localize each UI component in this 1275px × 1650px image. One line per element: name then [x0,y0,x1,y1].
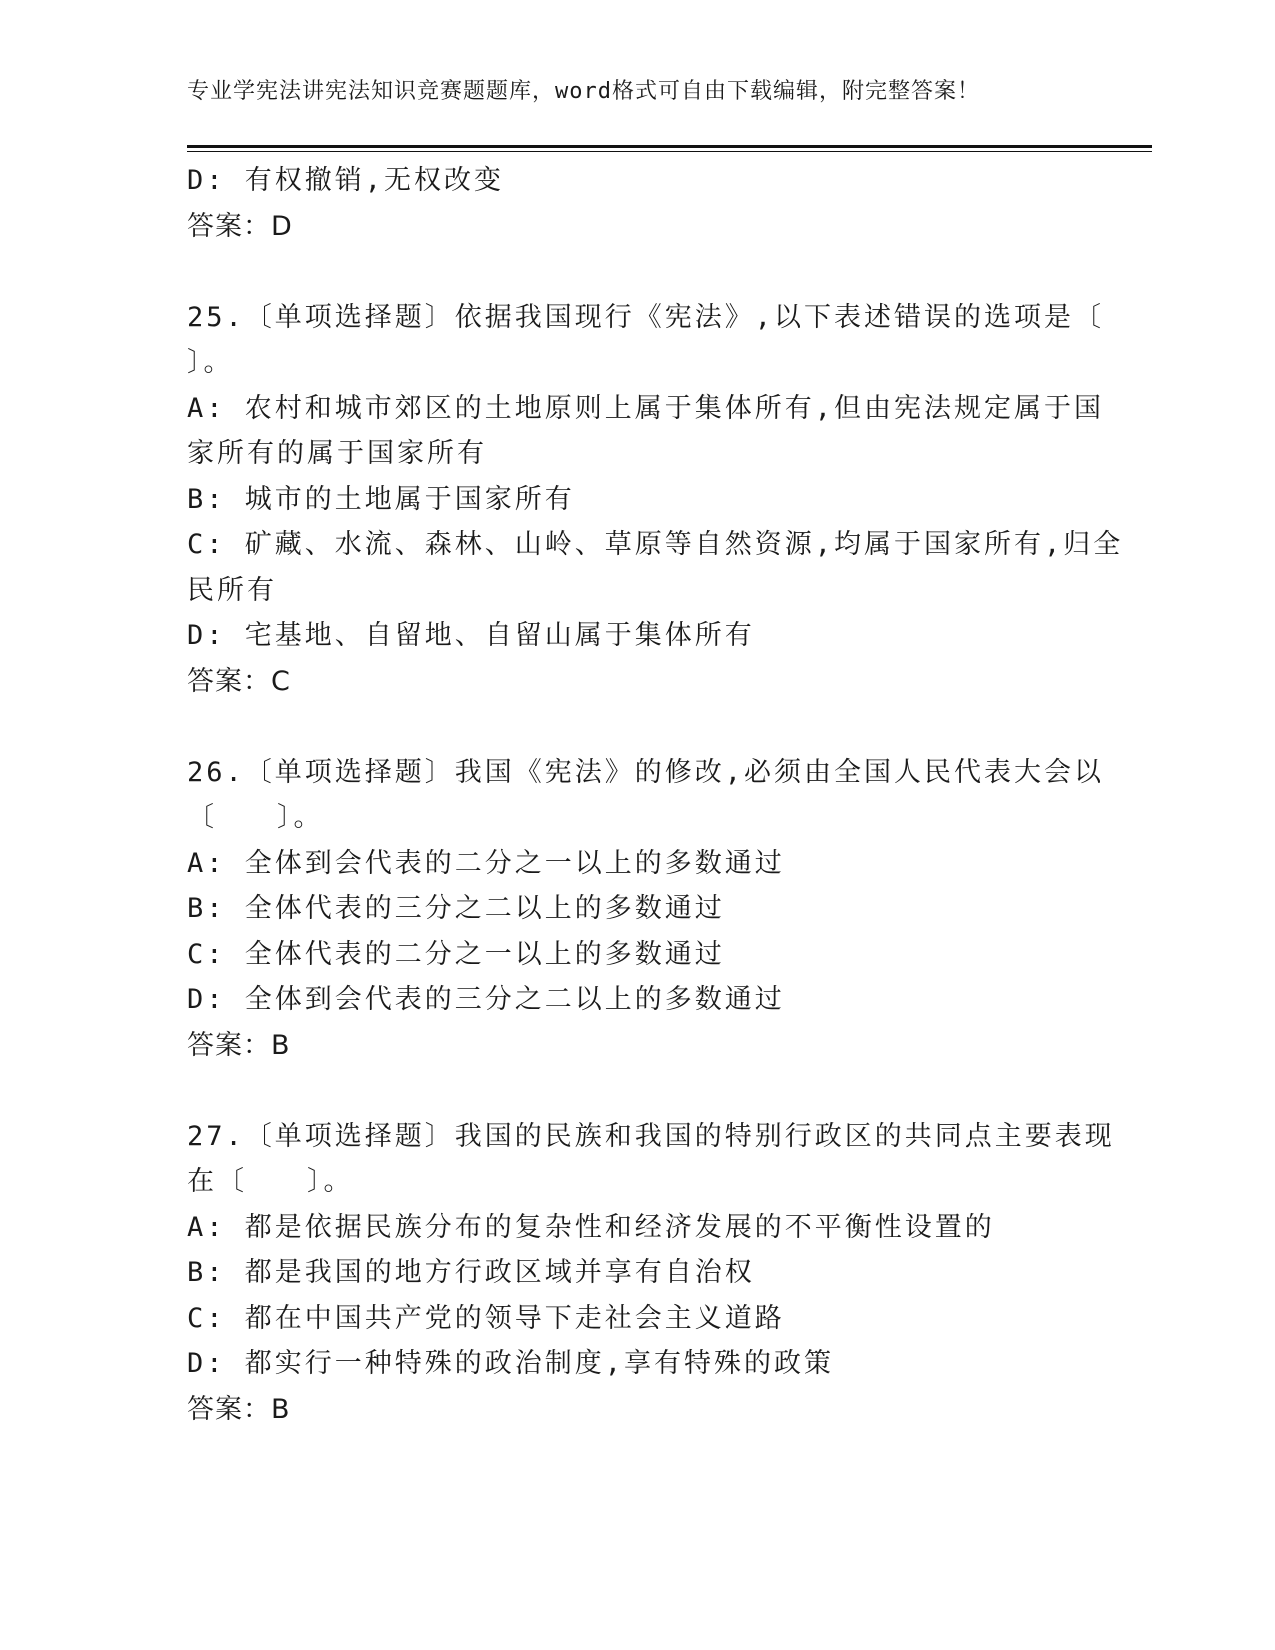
question-stem: 25.〔单项选择题〕依据我国现行《宪法》,以下表述错误的选项是〔 [187,301,1105,333]
previous-question-tail [187,158,1087,249]
option-b: B: 都是我国的地方行政区域并享有自治权 [187,1257,755,1288]
option-c-continued: 民所有 [187,574,277,606]
question-26 [187,750,1105,1069]
answer-line: 答案：B [187,1393,291,1425]
answer-line: 答案：C [187,665,291,697]
question-27 [187,1114,1115,1433]
question-stem-continued: 〔 〕。 [187,802,324,833]
option-c: C: 全体代表的二分之一以上的多数通过 [187,938,725,970]
question-content [187,158,1124,1432]
option-b: B: 全体代表的三分之二以上的多数通过 [187,893,725,924]
header-title: 专业学宪法讲宪法知识竞赛题题库，word格式可自由下载编辑，附完整答案！ [187,79,980,104]
answer-line: 答案：D [187,210,293,242]
question-stem: 27.〔单项选择题〕我国的民族和我国的特别行政区的共同点主要表现 [187,1120,1115,1152]
option-d: D: 全体到会代表的三分之二以上的多数通过 [187,984,785,1015]
option-d: D: 都实行一种特殊的政治制度,享有特殊的政策 [187,1348,835,1379]
option-c: C: 矿藏、水流、森林、山岭、草原等自然资源,均属于国家所有,归全 [187,529,1124,560]
question-stem-continued: 〕。 [187,347,234,378]
option-d: D: 宅基地、自留地、自留山属于集体所有 [187,620,755,651]
option-a: A: 全体到会代表的二分之一以上的多数通过 [187,847,785,879]
spacer [187,249,1087,295]
spacer [187,1068,1087,1114]
question-stem: 26.〔单项选择题〕我国《宪法》的修改,必须由全国人民代表大会以 [187,756,1105,788]
option-c: C: 都在中国共产党的领导下走社会主义道路 [187,1302,785,1334]
option-a-continued: 家所有的属于国家所有 [187,438,487,469]
header-rule-thin [187,151,1152,152]
option-d: D: 有权撤销,无权改变 [187,165,505,196]
answer-line: 答案：B [187,1029,291,1061]
question-stem-continued: 在〔 〕。 [187,1166,354,1197]
option-a: A: 农村和城市郊区的土地原则上属于集体所有,但由宪法规定属于国 [187,392,1105,424]
question-25 [187,295,1124,705]
option-b: B: 城市的土地属于国家所有 [187,483,575,515]
spacer [187,704,1087,750]
header-rule-thick [187,145,1152,148]
option-a: A: 都是依据民族分布的复杂性和经济发展的不平衡性设置的 [187,1211,995,1243]
